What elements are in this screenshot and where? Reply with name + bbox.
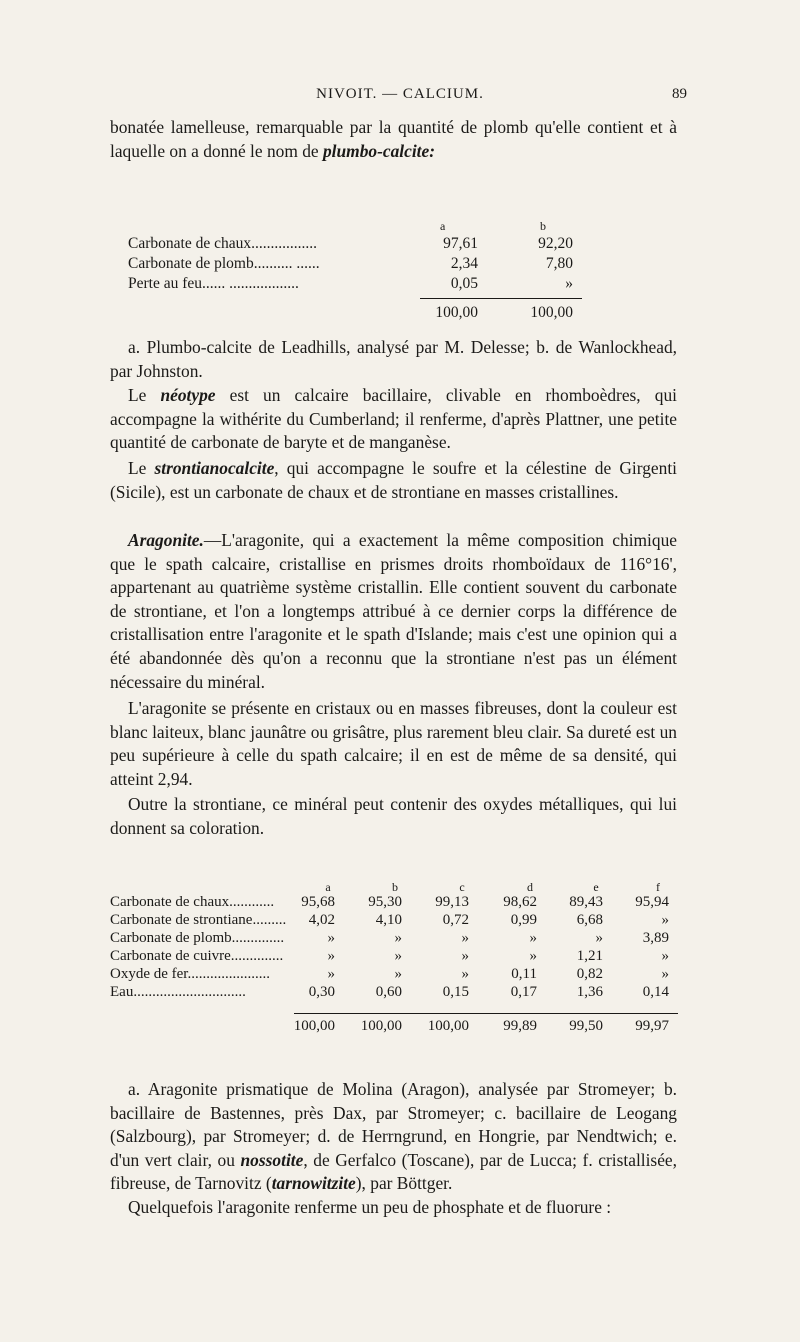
- table-row: [128, 235, 588, 255]
- aragonite-text-2: L'aragonite se présente en cristaux ou en masses fibreuses, dont la couleur est blanc laiteux, blanc jaunâtre ou grisâtre, plus rarement bleu clair. Sa dureté est un peu supérieure à celle du spath calcaire; il en est de même de sa densité, qui atteint 2,94.: [110, 698, 677, 789]
- table2-col-header-d: d: [527, 880, 533, 894]
- table-row: [128, 275, 588, 295]
- cell: »: [529, 948, 537, 964]
- cell: 0,11: [511, 966, 537, 982]
- total-cell: 99,89: [503, 1018, 537, 1034]
- cell: 99,13: [435, 894, 469, 910]
- cell: 89,43: [569, 894, 603, 910]
- sources2-text-2: , de Gerfalco (Toscane), par de Lucca; f. cristallisée, fibreuse, de Tarnovitz (: [110, 1149, 677, 1194]
- cell-a: 0,05: [450, 275, 478, 292]
- row-label: Carbonate de chaux............: [110, 894, 275, 910]
- row-label: Eau..............................: [110, 984, 246, 1000]
- aragonite-paragraph-3: [110, 793, 677, 840]
- table1-col-header-b: b: [540, 219, 546, 233]
- final-paragraph: [110, 1196, 677, 1220]
- cell: »: [661, 948, 669, 964]
- table2-col-header-c: c: [459, 880, 465, 894]
- sum-rule: [294, 1013, 678, 1014]
- cell: 0,14: [642, 984, 669, 1000]
- cell: 95,68: [301, 894, 335, 910]
- cell: 3,89: [642, 930, 669, 946]
- total-a: 100,00: [435, 304, 478, 321]
- row-label: Carbonate de cuivre..............: [110, 948, 284, 964]
- cell: 0,30: [308, 984, 335, 1000]
- table2-col-header-f: f: [656, 880, 660, 894]
- cell: 0,99: [510, 912, 537, 928]
- table2-col-header-a: a: [325, 880, 331, 894]
- nossotite-term: nossotite: [240, 1149, 304, 1170]
- row-label: Oxyde de fer......................: [110, 966, 270, 982]
- cell: »: [327, 930, 335, 946]
- table-row: [110, 930, 680, 948]
- cell: 0,15: [442, 984, 469, 1000]
- text-lead: Le: [128, 458, 155, 478]
- cell: 0,60: [375, 984, 402, 1000]
- table-row: [110, 966, 680, 984]
- total-cell: 100,00: [360, 1018, 402, 1034]
- cell: »: [461, 948, 469, 964]
- strontianocalcite-paragraph: [110, 457, 677, 504]
- final-text: Quelquefois l'aragonite renferme un peu de phosphate et de fluorure :: [128, 1197, 612, 1217]
- strontianocalcite-term: strontianocalcite: [154, 458, 275, 478]
- neotype-paragraph: [110, 384, 677, 455]
- running-title: NIVOIT. — CALCIUM.: [316, 86, 484, 102]
- row-label: Perte au feu...... ..................: [128, 275, 299, 292]
- table-row: [110, 948, 680, 966]
- page-number: 89: [672, 86, 687, 102]
- cell: 0,82: [576, 966, 603, 982]
- text-lead: Le: [128, 385, 161, 405]
- cell: 0,72: [442, 912, 469, 928]
- table-row: [110, 912, 680, 930]
- total-cell: 100,00: [427, 1018, 469, 1034]
- sources2-text-1: a. Aragonite prismatique de Molina (Aragon), analysée par Stromeyer; b. bacillaire de Bastennes, près Dax, par Stromeyer; c. bacillaire de Leogang (Salzbourg), par Stromeyer; d. de Herrngrund, en Hongrie, par Nendtwich; e. d'un vert clair, ou: [110, 1079, 677, 1170]
- cell-a: 2,34: [450, 255, 478, 272]
- cell: »: [661, 912, 669, 928]
- table2-col-header-e: e: [593, 880, 599, 894]
- cell: »: [327, 948, 335, 964]
- strontianocalcite-text: , qui accompagne le soufre et la célestine de Girgenti (Sicile), est un carbonate de chaux et de strontiane en masses cristallines.: [110, 458, 677, 502]
- cell: »: [394, 966, 402, 982]
- table1-col-header-a: a: [440, 219, 446, 233]
- cell: 4,10: [375, 912, 402, 928]
- neotype-term: néotype: [160, 385, 216, 405]
- table-row: [110, 984, 680, 1002]
- intro-text: bonatée lamelleuse, remarquable par la quantité de plomb qu'elle contient et à laquelle on a donné le nom de: [110, 117, 677, 161]
- table-row: [128, 255, 588, 275]
- cell: »: [461, 966, 469, 982]
- row-label: Carbonate de strontiane.........: [110, 912, 287, 928]
- cell-b: 7,80: [545, 255, 573, 272]
- cell: »: [394, 948, 402, 964]
- sources-paragraph-1: [110, 336, 677, 383]
- cell: »: [394, 930, 402, 946]
- neotype-text: est un calcaire bacillaire, clivable en rhomboèdres, qui accompagne la withérite du Cumberland; il renferme, d'après Plattner, une petite quantité de carbonate de baryte et de manganèse.: [110, 385, 677, 453]
- cell: 95,94: [635, 894, 669, 910]
- cell: »: [661, 966, 669, 982]
- row-label: Carbonate de chaux.................: [128, 235, 317, 252]
- cell-b: 92,20: [538, 235, 573, 252]
- cell: 1,21: [576, 948, 603, 964]
- cell: 4,02: [308, 912, 335, 928]
- cell-a: 97,61: [443, 235, 478, 252]
- cell-b: »: [565, 275, 573, 292]
- cell: »: [529, 930, 537, 946]
- row-label: Carbonate de plomb.......... ......: [128, 255, 320, 272]
- sources2-text-3: ), par Böttger.: [355, 1173, 453, 1194]
- table-total-row: [128, 304, 588, 324]
- cell: 98,62: [503, 894, 537, 910]
- cell: »: [327, 966, 335, 982]
- intro-paragraph: [110, 116, 677, 163]
- total-b: 100,00: [530, 304, 573, 321]
- sum-rule: [420, 298, 582, 299]
- aragonite-heading: Aragonite.: [128, 530, 204, 550]
- sources-text: a. Plumbo-calcite de Leadhills, analysé par M. Delesse; b. de Wanlockhead, par Johnston.: [110, 337, 677, 381]
- table-total-row: [110, 1018, 680, 1036]
- table2-col-header-b: b: [392, 880, 398, 894]
- running-header: [0, 86, 800, 110]
- cell: 6,68: [576, 912, 603, 928]
- aragonite-paragraph-2: [110, 697, 677, 791]
- aragonite-paragraph-1: [110, 529, 677, 694]
- aragonite-text-3: Outre la strontiane, ce minéral peut contenir des oxydes métalliques, qui lui donnent sa coloration.: [110, 794, 677, 838]
- total-cell: 99,50: [569, 1018, 603, 1034]
- total-cell: 100,00: [293, 1018, 335, 1034]
- sources-paragraph-2: [110, 1078, 677, 1196]
- cell: 95,30: [368, 894, 402, 910]
- cell: »: [595, 930, 603, 946]
- cell: 0,17: [510, 984, 537, 1000]
- cell: »: [461, 930, 469, 946]
- tarnowitzite-term: tarnowitzite: [271, 1173, 356, 1194]
- cell: 1,36: [576, 984, 603, 1000]
- total-cell: 99,97: [635, 1018, 669, 1034]
- plumbo-calcite-term: plumbo-calcite:: [322, 140, 436, 161]
- aragonite-text-1: —L'aragonite, qui a exactement la même composition chimique que le spath calcaire, cristallise en prismes droits rhomboïdaux de 116°16', appartenant au quatrième système cristallin. Elle contient souvent du carbonate de strontiane, et l'on a longtemps attribué à ce dernier corps la différence de cristallisation entre l'aragonite et le spath d'Islande; mais c'est une opinion qui a été abandonnée dès qu'on a reconnu que la strontiane n'est pas un élément nécessaire du minéral.: [110, 530, 677, 692]
- table-row: [110, 894, 680, 912]
- row-label: Carbonate de plomb..............: [110, 930, 285, 946]
